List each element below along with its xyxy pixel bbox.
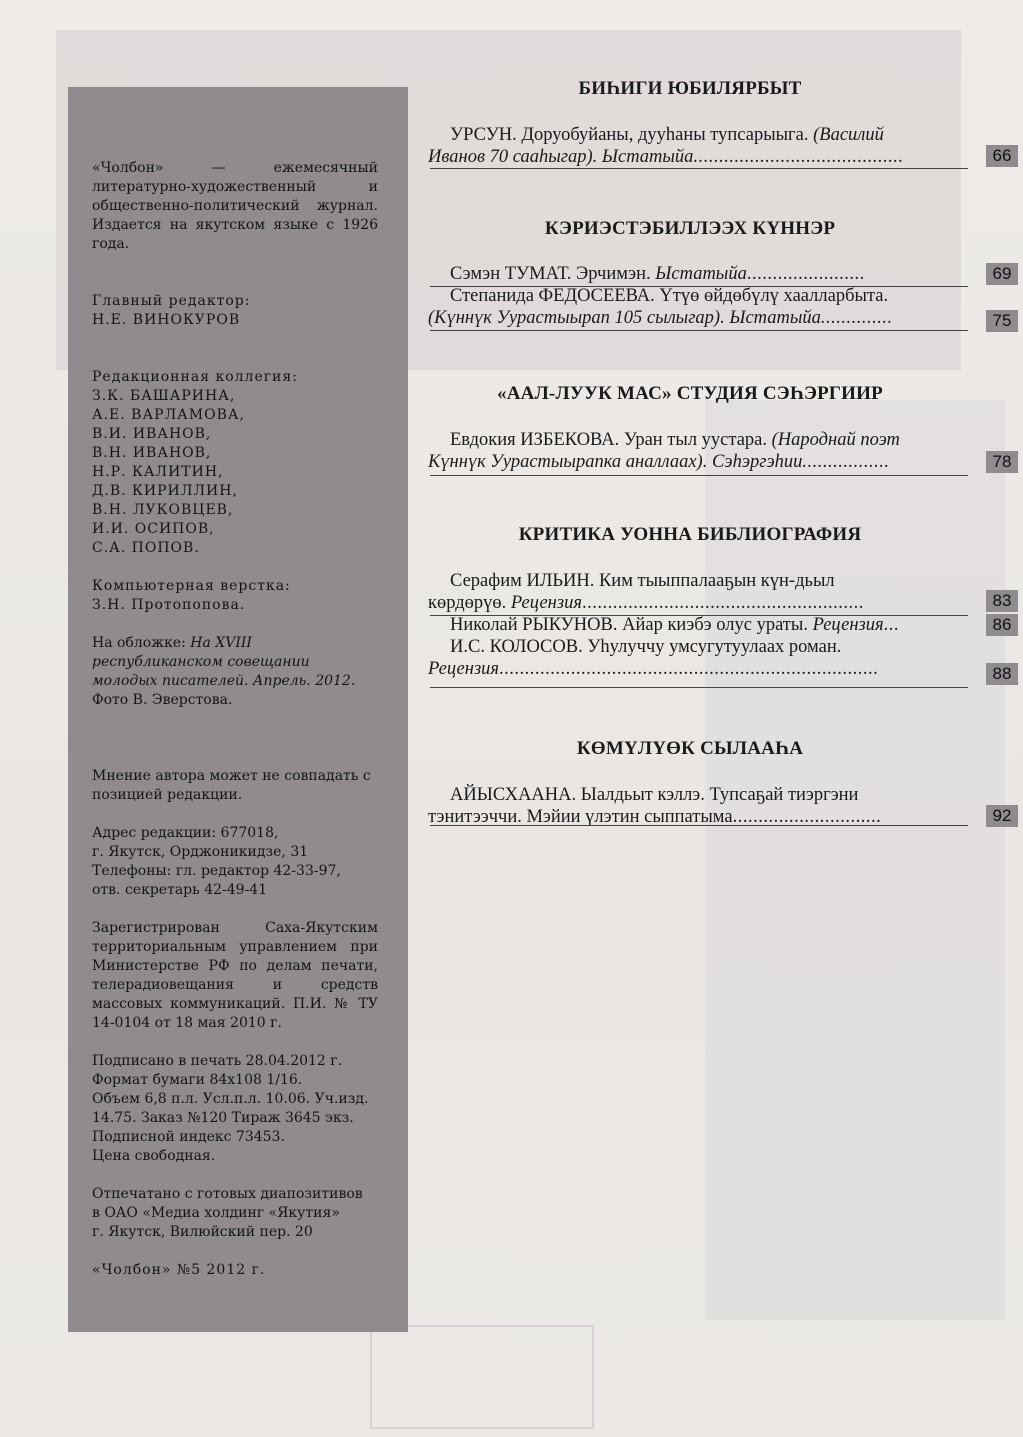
- entry-line: Күннүк Уурастыырапка аналлаах). Сэһэргэһии.................: [428, 452, 890, 472]
- page-number-badge: 86: [986, 614, 1018, 636]
- entry-kind: Рецензия: [428, 659, 500, 679]
- board-member: А.Е. ВАРЛАМОВА,: [92, 407, 245, 423]
- entry-line: [428, 570, 960, 592]
- cover-text: На XVIII республиканском совещании молодых писателей. Апрель. 2012.: [92, 635, 356, 689]
- issue-number: «Чолбон» №5 2012 г.: [92, 1262, 266, 1278]
- entry-kind: Ыстатыйа: [655, 264, 747, 284]
- page-number-badge: 69: [986, 263, 1018, 285]
- entry-text: Уран тыл уустара.: [623, 430, 767, 450]
- board-member: Д.В. КИРИЛЛИН,: [92, 483, 238, 499]
- entry-line: (Күннүк Уурастыырап 105 сылыгар). Ыстатыйа..............: [428, 308, 893, 328]
- section-title: КӨМҮЛҮӨК СЫЛААҺА: [576, 738, 804, 759]
- board-label: Редакционная коллегия:: [92, 369, 298, 385]
- entry-text: УРСУН. Доруобуйаны, дууһаны тупсарыыга.: [450, 125, 809, 145]
- entry-author: Степанида ФЕДОСЕЕВА.: [450, 286, 655, 306]
- section-title: БИҺИГИ ЮБИЛЯРБЫТ: [578, 78, 802, 99]
- entry-text: Күннүк Уурастыырапка аналлаах). Сэһэргэһии: [428, 452, 803, 472]
- entry-line: Николай РЫКУНОВ. Айар киэбэ олус ураты. Рецензия...: [450, 615, 899, 635]
- leader-rule: [430, 687, 968, 688]
- section-title: КРИТИКА УОННА БИБЛИОГРАФИЯ: [518, 524, 862, 545]
- page-number-badge: 83: [986, 590, 1018, 612]
- entry-line: Иванов 70 сааһыгар). Ыстатыйа.........................................: [428, 147, 904, 167]
- entry-text: Үтүө өйдөбүлү хаалларбыта.: [659, 286, 889, 306]
- journal-description: «Чолбон» — ежемесячный литературно-художественный и общественно-политический журнал. Издается на якутском языке с 1926 года.: [92, 160, 378, 252]
- entry-line: Сэмэн ТУМАТ. Эрчимэн. Ыстатыйа.......................: [450, 264, 865, 284]
- entry-text: Ким тыыппалааҕын күн-дьыл: [598, 571, 835, 591]
- page-number-badge: 75: [986, 310, 1018, 332]
- layout-name: З.Н. Протопопова.: [92, 597, 246, 613]
- entry-line: [428, 784, 960, 806]
- entry-author: АЙЫСХААНА.: [450, 785, 577, 805]
- entry-text: (Күннүк Уурастыырап 105 сылыгар). Ыстатыйа: [428, 308, 821, 328]
- board-member: В.Н. ИВАНОВ,: [92, 445, 212, 461]
- entry-author: Николай РЫКУНОВ.: [450, 615, 618, 635]
- cover-caption: [92, 634, 378, 691]
- leader-rule: [430, 330, 968, 331]
- entry-kind: Рецензия: [812, 615, 884, 635]
- entry-text: Уһулуччу умсугутуулаах роман.: [587, 637, 842, 657]
- page-number-badge: 78: [986, 451, 1018, 473]
- entry-line: [428, 429, 960, 451]
- entry-text: Ыалдьыт кэллэ. Тупсаҕай тиэргэни: [580, 785, 859, 805]
- entry-text: Айар киэбэ олус ураты.: [622, 615, 808, 635]
- page-number-badge: 88: [986, 663, 1018, 685]
- layout-label: Компьютерная верстка:: [92, 578, 291, 594]
- print-details: Подписано в печать 28.04.2012 г. Формат бумаги 84х108 1/16. Объем 6,8 п.л. Усл.п.л. 10.06. Уч.изд. 14.75. Заказ №120 Тираж 3645 экз. Подписной индекс 73453. Цена свободная.: [92, 1053, 369, 1164]
- toc-entry: [428, 570, 960, 680]
- board-member: В.И. ИВАНОВ,: [92, 426, 212, 442]
- entry-text: көрдөрүө.: [428, 593, 507, 613]
- editor-name: Н.Е. ВИНОКУРОВ: [92, 312, 241, 328]
- entry-text: Иванов 70 сааһыгар). Ыстатыйа: [428, 147, 694, 167]
- board-member: И.И. ОСИПОВ,: [92, 521, 215, 537]
- entry-line: Рецензия..........................................................................: [428, 659, 879, 679]
- leader-rule: [430, 825, 968, 826]
- toc-entry: [428, 124, 960, 168]
- toc-entry: [428, 429, 960, 473]
- board-member: С.А. ПОПОВ.: [92, 540, 200, 556]
- entry-author: Сэмэн ТУМАТ.: [450, 264, 572, 284]
- entry-text: тэнитээччи. Мэйии үлэтин сыппатыма: [428, 807, 733, 827]
- imprint-sidebar: [68, 87, 408, 1332]
- toc-entry: [428, 263, 960, 329]
- photo-credit: Фото В. Эверстова.: [92, 692, 233, 708]
- entry-line: тэнитээччи. Мэйии үлэтин сыппатыма.............................: [428, 807, 882, 827]
- section-title: КЭРИЭСТЭБИЛЛЭЭХ КҮННЭР: [544, 218, 836, 239]
- board-member: Н.Р. КАЛИТИН,: [92, 464, 224, 480]
- registration-info: Зарегистрирован Саха-Якутским территориальным управлением при Министерстве РФ по делам печати, телерадиовещания и средств массовых коммуникаций. П.И. № ТУ 14-0104 от 18 мая 2010 г.: [92, 920, 378, 1031]
- entry-line: [428, 124, 960, 146]
- entry-text: Эрчимэн.: [576, 264, 651, 284]
- board-member: В.Н. ЛУКОВЦЕВ,: [92, 502, 234, 518]
- entry-author: Евдокия ИЗБЕКОВА.: [450, 430, 620, 450]
- library-stamp: [370, 1325, 594, 1429]
- leader-rule: [430, 168, 968, 169]
- entry-author: И.С. КОЛОСОВ.: [450, 637, 583, 657]
- entry-kind: Рецензия: [510, 593, 582, 613]
- toc-entry: [428, 784, 960, 828]
- entry-author: Серафим ИЛЬИН.: [450, 571, 595, 591]
- page-number-badge: 92: [986, 805, 1018, 827]
- printer-info: Отпечатано с готовых диапозитивов в ОАО «Медиа холдинг «Якутия» г. Якутск, Вилюйский пер. 20: [92, 1186, 363, 1240]
- section-title: «ААЛ-ЛУУК МАС» СТУДИЯ СЭҺЭРГИИР: [497, 383, 883, 404]
- leader-rule: [430, 615, 968, 616]
- leader-rule: [430, 475, 968, 476]
- page-number-badge: 66: [986, 145, 1018, 167]
- editorial-address: Адрес редакции: 677018, г. Якутск, Орджоникидзе, 31 Телефоны: гл. редактор 42-33-97, отв. секретарь 42-49-41: [92, 825, 341, 898]
- board-list: [92, 387, 408, 558]
- entry-line: көрдөрүө. Рецензия.......................................................: [428, 593, 864, 613]
- editor-label: Главный редактор:: [92, 293, 251, 309]
- entry-line: [428, 636, 960, 658]
- entry-note: (Народнай поэт: [771, 430, 900, 450]
- entry-line: [428, 285, 960, 307]
- opinion-disclaimer: Мнение автора может не совпадать с позицией редакции.: [92, 768, 371, 803]
- board-member: З.К. БАШАРИНА,: [92, 388, 236, 404]
- leader-rule: [430, 286, 968, 287]
- entry-note: (Василий: [813, 125, 884, 145]
- cover-label: На обложке:: [92, 635, 186, 651]
